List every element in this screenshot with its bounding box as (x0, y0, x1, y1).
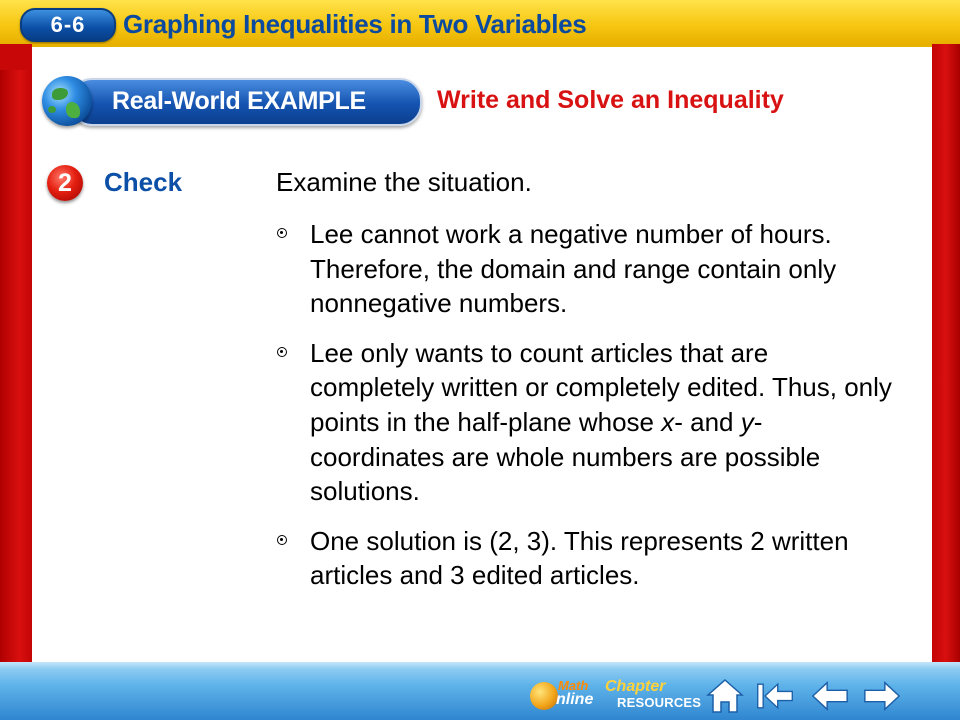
chapter-resources-label-top: Chapter (605, 678, 666, 695)
bullet-item (272, 336, 892, 509)
step-label: Check (104, 167, 183, 197)
chapter-resources-label-bottom: RESOURCES (617, 695, 702, 710)
first-slide-icon (755, 678, 795, 714)
math-online-globe-icon (530, 682, 558, 710)
next-slide-icon (862, 678, 902, 714)
header-bar (0, 0, 960, 44)
home-button[interactable] (705, 676, 745, 716)
chapter-resources-button[interactable] (605, 678, 702, 714)
x-variable: x (661, 406, 675, 437)
header-divider (32, 44, 932, 47)
bullet-item (272, 524, 892, 593)
left-frame (0, 44, 32, 720)
first-slide-button[interactable] (755, 676, 795, 716)
bullet-text: - and (674, 406, 741, 437)
bullet-icon (277, 228, 287, 238)
previous-slide-button[interactable] (810, 676, 850, 716)
bullet-text: One solution is (2, 3). This represents 2 written articles and 3 edited articles. (310, 525, 849, 591)
home-icon (705, 677, 745, 715)
y-variable: y (740, 406, 754, 437)
bullet-text: -coordinates are whole numbers are possible solutions. (310, 406, 821, 507)
math-online-label-bottom: nline (556, 691, 594, 708)
math-online-button[interactable] (530, 676, 596, 714)
next-slide-button[interactable] (862, 676, 902, 716)
step-number: 2 (58, 168, 72, 197)
bullet-icon (277, 347, 287, 357)
footer-stripe (0, 662, 960, 670)
banner-label: Real-World EXAMPLE (112, 87, 366, 115)
lesson-number-badge (20, 8, 116, 42)
step-intro: Examine the situation. (276, 167, 532, 197)
bullet-list (272, 217, 892, 608)
bullet-text: Lee only wants to count articles that are completely written or completely edited. Thus, only points in the half-plane whose (310, 337, 892, 437)
math-online-label-top: Math (558, 678, 589, 693)
lesson-number: 6-6 (50, 12, 86, 37)
step-number-badge (47, 165, 83, 201)
real-world-example-banner (70, 78, 422, 126)
right-frame (932, 44, 960, 720)
previous-slide-icon (810, 678, 850, 714)
bullet-text: Lee cannot work a negative number of hours. Therefore, the domain and range contain only nonnegative numbers. (310, 219, 837, 319)
example-subtitle: Write and Solve an Inequality (437, 86, 784, 114)
globe-icon (42, 76, 92, 126)
bullet-icon (277, 535, 287, 545)
lesson-title: Graphing Inequalities in Two Variables (123, 9, 587, 39)
bullet-item (272, 217, 892, 321)
